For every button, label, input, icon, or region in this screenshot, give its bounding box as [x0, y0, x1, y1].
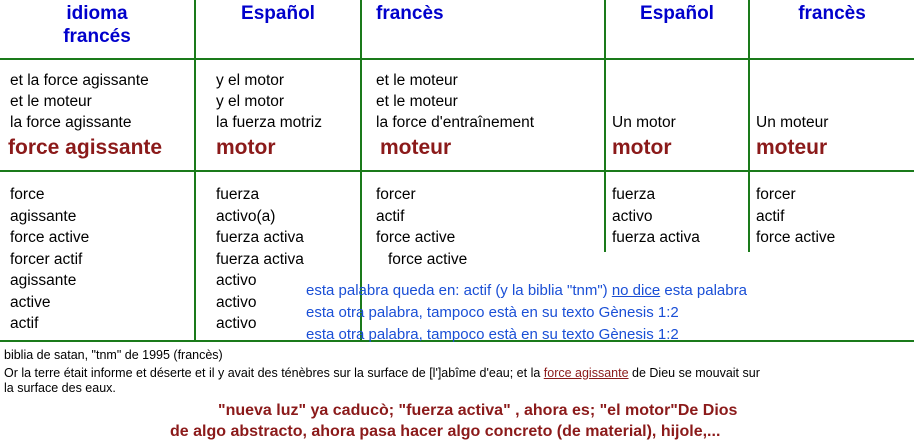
grid-vline-3-block3: [604, 172, 606, 252]
translations-col2-emphasis: motor: [216, 136, 276, 159]
header-col4: Español: [640, 3, 714, 24]
footer-quote-part1: Or la terre était informe et déserte et il y avait des ténèbres sur la surface de [l']abîme d'eau; et la: [4, 366, 544, 380]
blue-note-1-underline: no dice: [611, 282, 661, 299]
translations-col3-line2: et le moteur: [376, 93, 458, 110]
translations-col2-line3: la fuerza motriz: [216, 114, 322, 131]
wordlist-col3-item: actif: [376, 207, 405, 225]
translations-col1-line2: et le moteur: [10, 93, 92, 110]
wordlist-col1-item: force active: [10, 229, 90, 246]
wordlist-col1-item: actif: [10, 315, 39, 332]
grid-hline-header: [0, 58, 914, 60]
footer-emphasis-line2: de algo abstracto, ahora pasa hacer algo concreto (de material), hijole,...: [170, 423, 721, 440]
translations-col1: [10, 70, 149, 133]
wordlist-col4-item: fuerza activa: [612, 229, 700, 246]
footer-quote-part2: de Dieu se mouvait sur: [628, 366, 760, 380]
header-col1-line1: idioma: [66, 3, 128, 24]
grid-vline-1-block2: [194, 58, 196, 170]
translations-col4-emphasis: motor: [612, 136, 672, 159]
translations-col3-line3: la force d'entraînement: [376, 114, 535, 131]
translations-col5-line1: Un moteur: [756, 114, 829, 131]
wordlist-col3-item: forcer: [376, 186, 416, 203]
wordlist-col2-item: activo(a): [216, 207, 276, 225]
header-col3: francès: [376, 3, 444, 24]
translations-col3: [376, 70, 534, 133]
wordlist-col1-item: agissante: [10, 207, 77, 225]
wordlist-col1-item: agissante: [10, 272, 77, 289]
footer-emphasis-line1: "nueva luz" ya caducò; "fuerza activa" , ahora es; "el motor"De Dios: [218, 402, 738, 419]
footer-quote-line3: la surface des eaux.: [4, 381, 116, 395]
footer-note-source: biblia de satan, "tnm" de 1995 (francès): [4, 348, 223, 362]
translations-col1-line3: la force agissante: [10, 114, 132, 131]
wordlist-col2: [216, 184, 304, 335]
grid-vline-3-block2: [604, 58, 606, 170]
header-col5: francès: [798, 3, 866, 24]
wordlist-col2-item: activo: [216, 293, 257, 311]
translations-col5: [756, 112, 828, 133]
blue-note-1-paren: (y la biblia "tnm"): [495, 282, 612, 299]
translations-col2: [216, 70, 322, 133]
wordlist-col1-item: forcer actif: [10, 250, 83, 268]
wordlist-col1-item: active: [10, 293, 51, 311]
grid-vline-4-block3: [748, 172, 750, 252]
blue-note-1: [306, 280, 747, 302]
translations-col2-line1: y el motor: [216, 72, 285, 89]
wordlist-col4: [612, 184, 700, 249]
wordlist-col3-item: force active: [388, 250, 468, 268]
wordlist-col4-item: activo: [612, 207, 653, 225]
translations-col1-emphasis: force agissante: [8, 136, 163, 159]
footer-quote: [4, 366, 910, 381]
wordlist-col2-item: fuerza activa: [216, 229, 304, 246]
blue-note-1-pre: esta palabra queda en: actif: [306, 282, 496, 299]
footer-quote-link[interactable]: force agissante: [543, 366, 629, 380]
wordlist-col4-item: fuerza: [612, 186, 656, 203]
wordlist-col5-item: force active: [756, 229, 836, 246]
blue-note-3: esta otra palabra, tampoco està en su texto Gènesis 1:2: [306, 326, 679, 343]
wordlist-col2-item: fuerza activa: [216, 250, 304, 268]
wordlist-col3-item: force active: [376, 229, 456, 246]
wordlist-col5-item: forcer: [756, 186, 796, 203]
header-col1: [0, 2, 194, 48]
header-col2: Español: [241, 3, 315, 24]
wordlist-col2-item: activo: [216, 272, 257, 289]
wordlist-col1: [10, 184, 89, 335]
wordlist-col3: [376, 184, 467, 270]
wordlist-col1-item: force: [10, 186, 45, 203]
wordlist-col5: [756, 184, 835, 249]
header-col1-line2: francés: [63, 26, 131, 47]
wordlist-col5-item: actif: [756, 207, 785, 225]
wordlist-col2-item: activo: [216, 315, 257, 332]
translations-col5-emphasis: moteur: [756, 136, 828, 159]
blue-note-1-post: esta palabra: [660, 282, 747, 299]
grid-hline-block2: [0, 170, 914, 172]
translations-col2-line2: y el motor: [216, 93, 285, 110]
wordlist-col2-item: fuerza: [216, 186, 260, 203]
translations-col4-line1: Un motor: [612, 114, 676, 131]
translations-col1-line1: et la force agissante: [10, 72, 149, 89]
grid-vline-1-block3: [194, 172, 196, 340]
grid-vline-4-block2: [748, 58, 750, 170]
blue-note-2: esta otra palabra, tampoco està en su texto Gènesis 1:2: [306, 304, 679, 321]
translations-col3-emphasis: moteur: [380, 136, 452, 159]
translations-col4: [612, 112, 676, 133]
translations-col3-line1: et le moteur: [376, 72, 458, 89]
grid-vline-2-block2: [360, 58, 362, 170]
